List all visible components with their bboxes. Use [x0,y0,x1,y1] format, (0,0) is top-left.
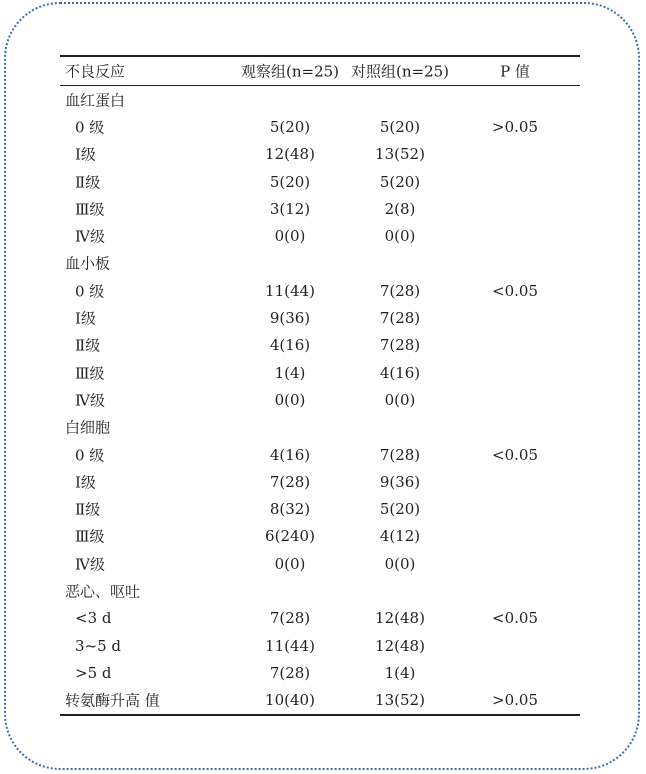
table-row [60,550,580,577]
observation-value: 3(12) [269,199,311,218]
observation-value: 1(4) [274,363,306,382]
observation-value: 5(20) [269,172,311,191]
row-label: 血小板 [65,254,111,273]
table-row [60,304,580,331]
observation-value: 8(32) [269,500,311,519]
control-value: 5(20) [379,117,421,136]
row-label: Ⅱ级 [75,500,101,519]
row-label: 3~5 d [75,636,122,655]
header-p-value: P 值 [500,62,530,81]
table-row [60,168,580,195]
control-value: 2(8) [384,199,416,218]
table-row [60,468,580,495]
observation-value: 12(48) [265,145,315,164]
header-observation-group: 观察组(n=25) [240,62,340,81]
p-value: <0.05 [492,609,538,628]
p-value: <0.05 [492,281,538,300]
table-row [60,113,580,140]
row-label: >5 d [75,663,112,682]
row-label: 0 级 [75,446,105,464]
control-value: 4(16) [379,363,421,382]
control-value: 0(0) [384,227,416,246]
control-value: 1(4) [384,663,416,682]
observation-value: 11(44) [265,636,315,655]
observation-value: 7(28) [269,472,311,491]
row-label: Ⅱ级 [75,173,101,192]
control-value: 12(48) [375,609,425,628]
table-row [60,359,580,386]
control-value: 12(48) [375,636,425,655]
table-row [60,386,580,413]
table-group-row [60,687,580,714]
observation-value: 7(28) [269,663,311,682]
table-header [60,57,580,85]
control-value: 13(52) [375,691,425,710]
observation-value: 9(36) [269,309,311,328]
table-body [60,86,580,714]
control-value: 7(28) [379,336,421,355]
row-label: Ⅲ级 [75,200,105,219]
table-row [60,632,580,659]
row-label: 白细胞 [65,418,111,437]
row-label: Ⅰ级 [75,145,96,164]
row-label: Ⅱ级 [75,336,101,355]
row-label: Ⅰ级 [75,473,96,492]
observation-value: 7(28) [269,609,311,628]
observation-value: 5(20) [269,117,311,136]
row-label: Ⅲ级 [75,527,105,546]
control-value: 7(28) [379,445,421,464]
header-adverse-reaction: 不良反应 [65,62,126,81]
row-label: Ⅳ级 [75,555,105,574]
table-row [60,605,580,632]
control-value: 5(20) [379,172,421,191]
observation-value: 0(0) [274,554,306,573]
row-label: 0 级 [75,282,105,301]
table-group-row [60,86,580,113]
header-control-group: 对照组(n=25) [350,62,450,81]
table-row [60,441,580,468]
observation-value: 0(0) [274,390,306,409]
header-row [60,57,580,85]
control-value: 7(28) [379,309,421,328]
observation-value: 10(40) [265,691,315,710]
table-row [60,495,580,522]
control-value: 5(20) [379,500,421,519]
control-value: 4(12) [379,527,421,546]
table-group-row [60,577,580,604]
table-row [60,141,580,168]
control-value: 13(52) [375,145,425,164]
row-label: 0 级 [75,118,105,137]
p-value: >0.05 [492,691,538,710]
observation-value: 4(16) [269,336,311,355]
row-label: Ⅳ级 [75,227,105,246]
table-group-row [60,414,580,441]
table-row [60,195,580,222]
observation-value: 0(0) [274,227,306,246]
control-value: 9(36) [379,472,421,491]
table-row [60,659,580,686]
table-bottom-rule [60,714,580,716]
observation-value: 6(240) [265,527,315,546]
table-row [60,222,580,249]
table-row [60,332,580,359]
row-label: <3 d [75,609,112,628]
observation-value: 11(44) [265,281,315,300]
row-label: 血红蛋白 [65,91,126,110]
control-value: 0(0) [384,390,416,409]
row-label: Ⅰ级 [75,309,96,328]
p-value: >0.05 [492,117,538,136]
table-row [60,523,580,550]
table-group-row [60,250,580,277]
row-label: Ⅲ级 [75,364,105,383]
control-value: 7(28) [379,281,421,300]
row-label: 转氨酶升高 值 [65,691,160,710]
p-value: <0.05 [492,445,538,464]
control-value: 0(0) [384,554,416,573]
observation-value: 4(16) [269,445,311,464]
table-row [60,277,580,304]
row-label: Ⅳ级 [75,391,105,410]
row-label: 恶心、呕吐 [65,582,141,601]
